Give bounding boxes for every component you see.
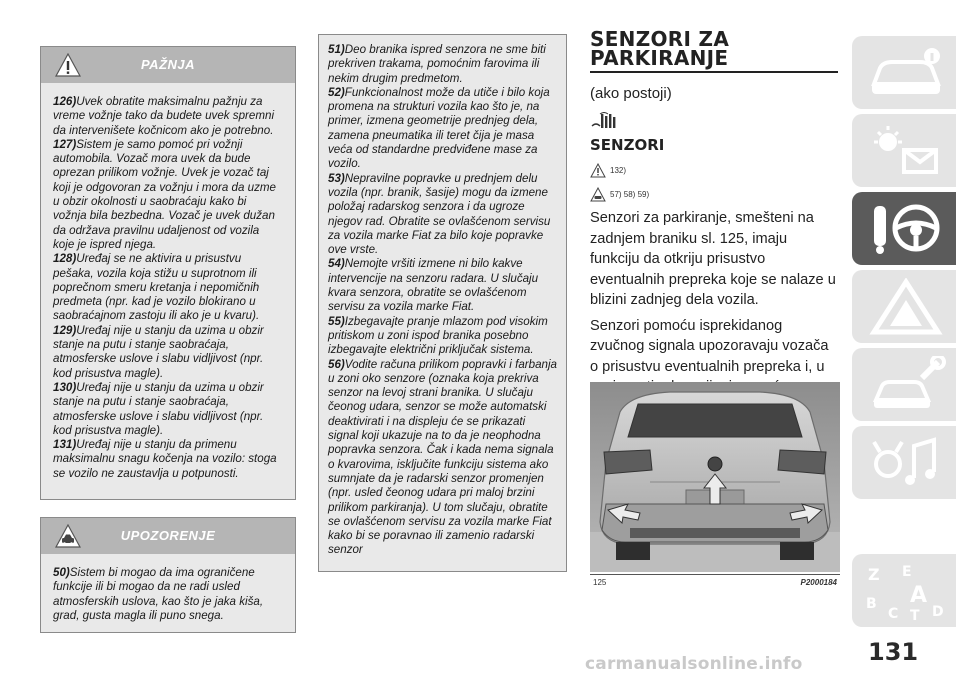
warning-notes — [41, 83, 295, 491]
note-130: 130)Uređaj nije u stanju da uzima u obzir stanje na putu i stanje saobraćaja, atmosferske uslove i slabu vidljivost (npr. kod prisustva magle). — [53, 380, 264, 437]
note-52: 52)Funkcionalnost može da utiče i bilo koja promena na strukturi vozila kao što je, na primer, izmena geometrije prednjeg dela, zamena pneumatika ili teret čija je masa veća od standardne predviđene mase za vozilo. — [328, 85, 550, 171]
media-icon — [866, 434, 946, 492]
caution-box-header — [41, 518, 295, 554]
note-54: 54)Nemojte vršiti izmene ni bilo kakve intervencije na senzoru radara. U slučaju kvara senzora, obratite se ovlašćenom servisu za vozila marke Fiat. — [328, 257, 539, 314]
caution-ref-car-icon — [590, 187, 606, 202]
note-128: 128)Uređaj se ne aktivira u prisustvu pešaka, vozila koja stižu u suprotnom ili poprečnom smeru kretanja i nepomičnih predmeta (npr. kad je vozilo blokirano u saobraćajnom zastoju ili ako je u kvaru). — [53, 252, 260, 323]
warning-box-header — [41, 47, 295, 83]
svg-text:E: E — [902, 564, 912, 580]
key-steering-icon — [866, 200, 946, 258]
watermark: carmanualsonline.info — [585, 654, 803, 674]
paragraph-2: Senzori pomoću isprekidanog zvučnog signala upozoravaju vozača o prisustvu eventualnih prepreka i, u — [590, 317, 829, 375]
caution-box — [40, 517, 296, 633]
section-subtitle: (ako postoji) — [590, 85, 672, 102]
sidebar-tab-index[interactable] — [852, 554, 956, 627]
caution-notes — [41, 554, 295, 633]
figure-rear-bumper-sensors — [590, 382, 840, 572]
caution-box-continued — [318, 34, 567, 572]
note-131: 131)Uređaj nije u stanju da primenu maksimalnu snagu kočenja na vozilo: stoga se vozilo ne zaustavlja u potpunosti. — [53, 438, 277, 480]
figure-caption — [590, 574, 840, 588]
index-icon — [866, 562, 946, 620]
warning-ref-1: 132) — [590, 162, 840, 178]
note-129: 129)Uređaj nije u stanju da uzima u obzir stanje na putu i stanje saobraćaja, atmosferske uslove i slabu vidljivost (npr. kod prisustva magle). — [53, 323, 264, 380]
section-title-line1: SENZORI ZA — [590, 27, 730, 51]
paragraph-1: Senzori za parkiranje, smešteni na zadnjem braniku sl. 125, imaju funkciju da otkriju prisustvo eventualnih prepreka koje se nalaze u blizini zadnjeg dela vozila. — [590, 210, 836, 308]
svg-text:A: A — [910, 583, 928, 608]
svg-text:D: D — [932, 604, 944, 620]
wrench-service-icon — [866, 356, 946, 414]
caution-box-title: UPOZORENJE — [120, 528, 216, 543]
sidebar-tab-lights[interactable] — [852, 114, 956, 187]
sidebar-tab-service[interactable] — [852, 348, 956, 421]
svg-text:C: C — [888, 606, 899, 620]
svg-text:Z: Z — [868, 565, 880, 584]
triangle-warning-icon — [866, 278, 946, 336]
note-50: 50)Sistem bi mogao da ima ograničene funkcije ili bi mogao da ne radi usled atmosferskih uslova, kao što je jaka kiša, grad, gusta magla ili puno snega. — [53, 566, 264, 622]
note-127: 127)Sistem je samo pomoć pri vožnji automobila. Vozač mora uvek da bude oprezan prilikom vožnje. Uvek je vozač taj koji je odgovoran za vožnju i mora da uzme u obzir okolnosti u saobraćaju kako bi vožnja bila bezbedna. Vozač je uvek dužan da održava pravilnu udaljenost od vozila koje je ispred njega. — [53, 137, 276, 251]
warning-ref-triangle-icon — [590, 163, 606, 178]
sidebar-tab-media[interactable] — [852, 426, 956, 499]
sidebar-tab-warning[interactable] — [852, 270, 956, 343]
svg-text:T: T — [910, 608, 920, 620]
warning-box-title: PAŽNJA — [140, 57, 196, 72]
note-55: 55)Izbegavajte pranje mlazom pod visokim pritiskom u zoni ispod branika posebno izbegavajte električni priključak sistema. — [328, 314, 548, 357]
figure-number: 125 — [593, 578, 607, 587]
figure-code: P2000184 — [800, 578, 837, 587]
svg-text:B: B — [866, 596, 877, 612]
car-info-icon — [866, 44, 946, 102]
title-rule — [590, 71, 838, 73]
sidebar-tab-key-steering[interactable] — [852, 192, 956, 265]
lights-icon — [866, 122, 946, 180]
note-51: 51)Deo branika ispred senzora ne sme biti prekriven trakama, pomoćnim farovima ili nekim drugim predmetom. — [328, 43, 546, 85]
page-number: 131 — [868, 638, 919, 666]
sidebar-tab-car-info[interactable] — [852, 36, 956, 109]
note-126: 126)Uvek obratite maksimalnu pažnju za vreme vožnje tako da budete uvek spremni da intervenišete kočnicom ako je potrebno. — [53, 95, 275, 137]
section-title-line2: PARKIRANJE — [590, 46, 729, 70]
note-53: 53)Nepravilne popravke u prednjem delu vozila (npr. branik, šasije) mogu da izmene položaj radarskog senzora i da ugroze njegov rad. Obratite se ovlašćenom servisu za vozila marke Fiat za bilo koje popravke ove vrste. — [328, 171, 551, 257]
parking-sensor-icon — [590, 112, 840, 130]
note-56: 56)Vodite računa prilikom popravki i farbanja u zoni oko senzore (oznaka koja prekriva senzor na levoj strani branika. U slučaju čeonog udara, senzor se može automatski deaktivirati i na displeju će se prikazati signal koji ukazuje na to da je neophodna popravka senzora. Čak i kada nema signala o kvarovima, isključite funkciju sistema ako sumnjate da je radarski senzor promenjen (npr. usled čeonog udara pri maloj brzini prilikom parkiranja). U tom slučaju, obratite se ovlašćenom servisu za vozila marke Fiat kako bi se poravnao ili zamenio radarski senzor — [328, 357, 557, 557]
warning-box — [40, 46, 296, 500]
caution-ref-1: 57) 58) 59) — [590, 186, 840, 202]
subheading-sensors: SENZORI — [590, 136, 665, 154]
